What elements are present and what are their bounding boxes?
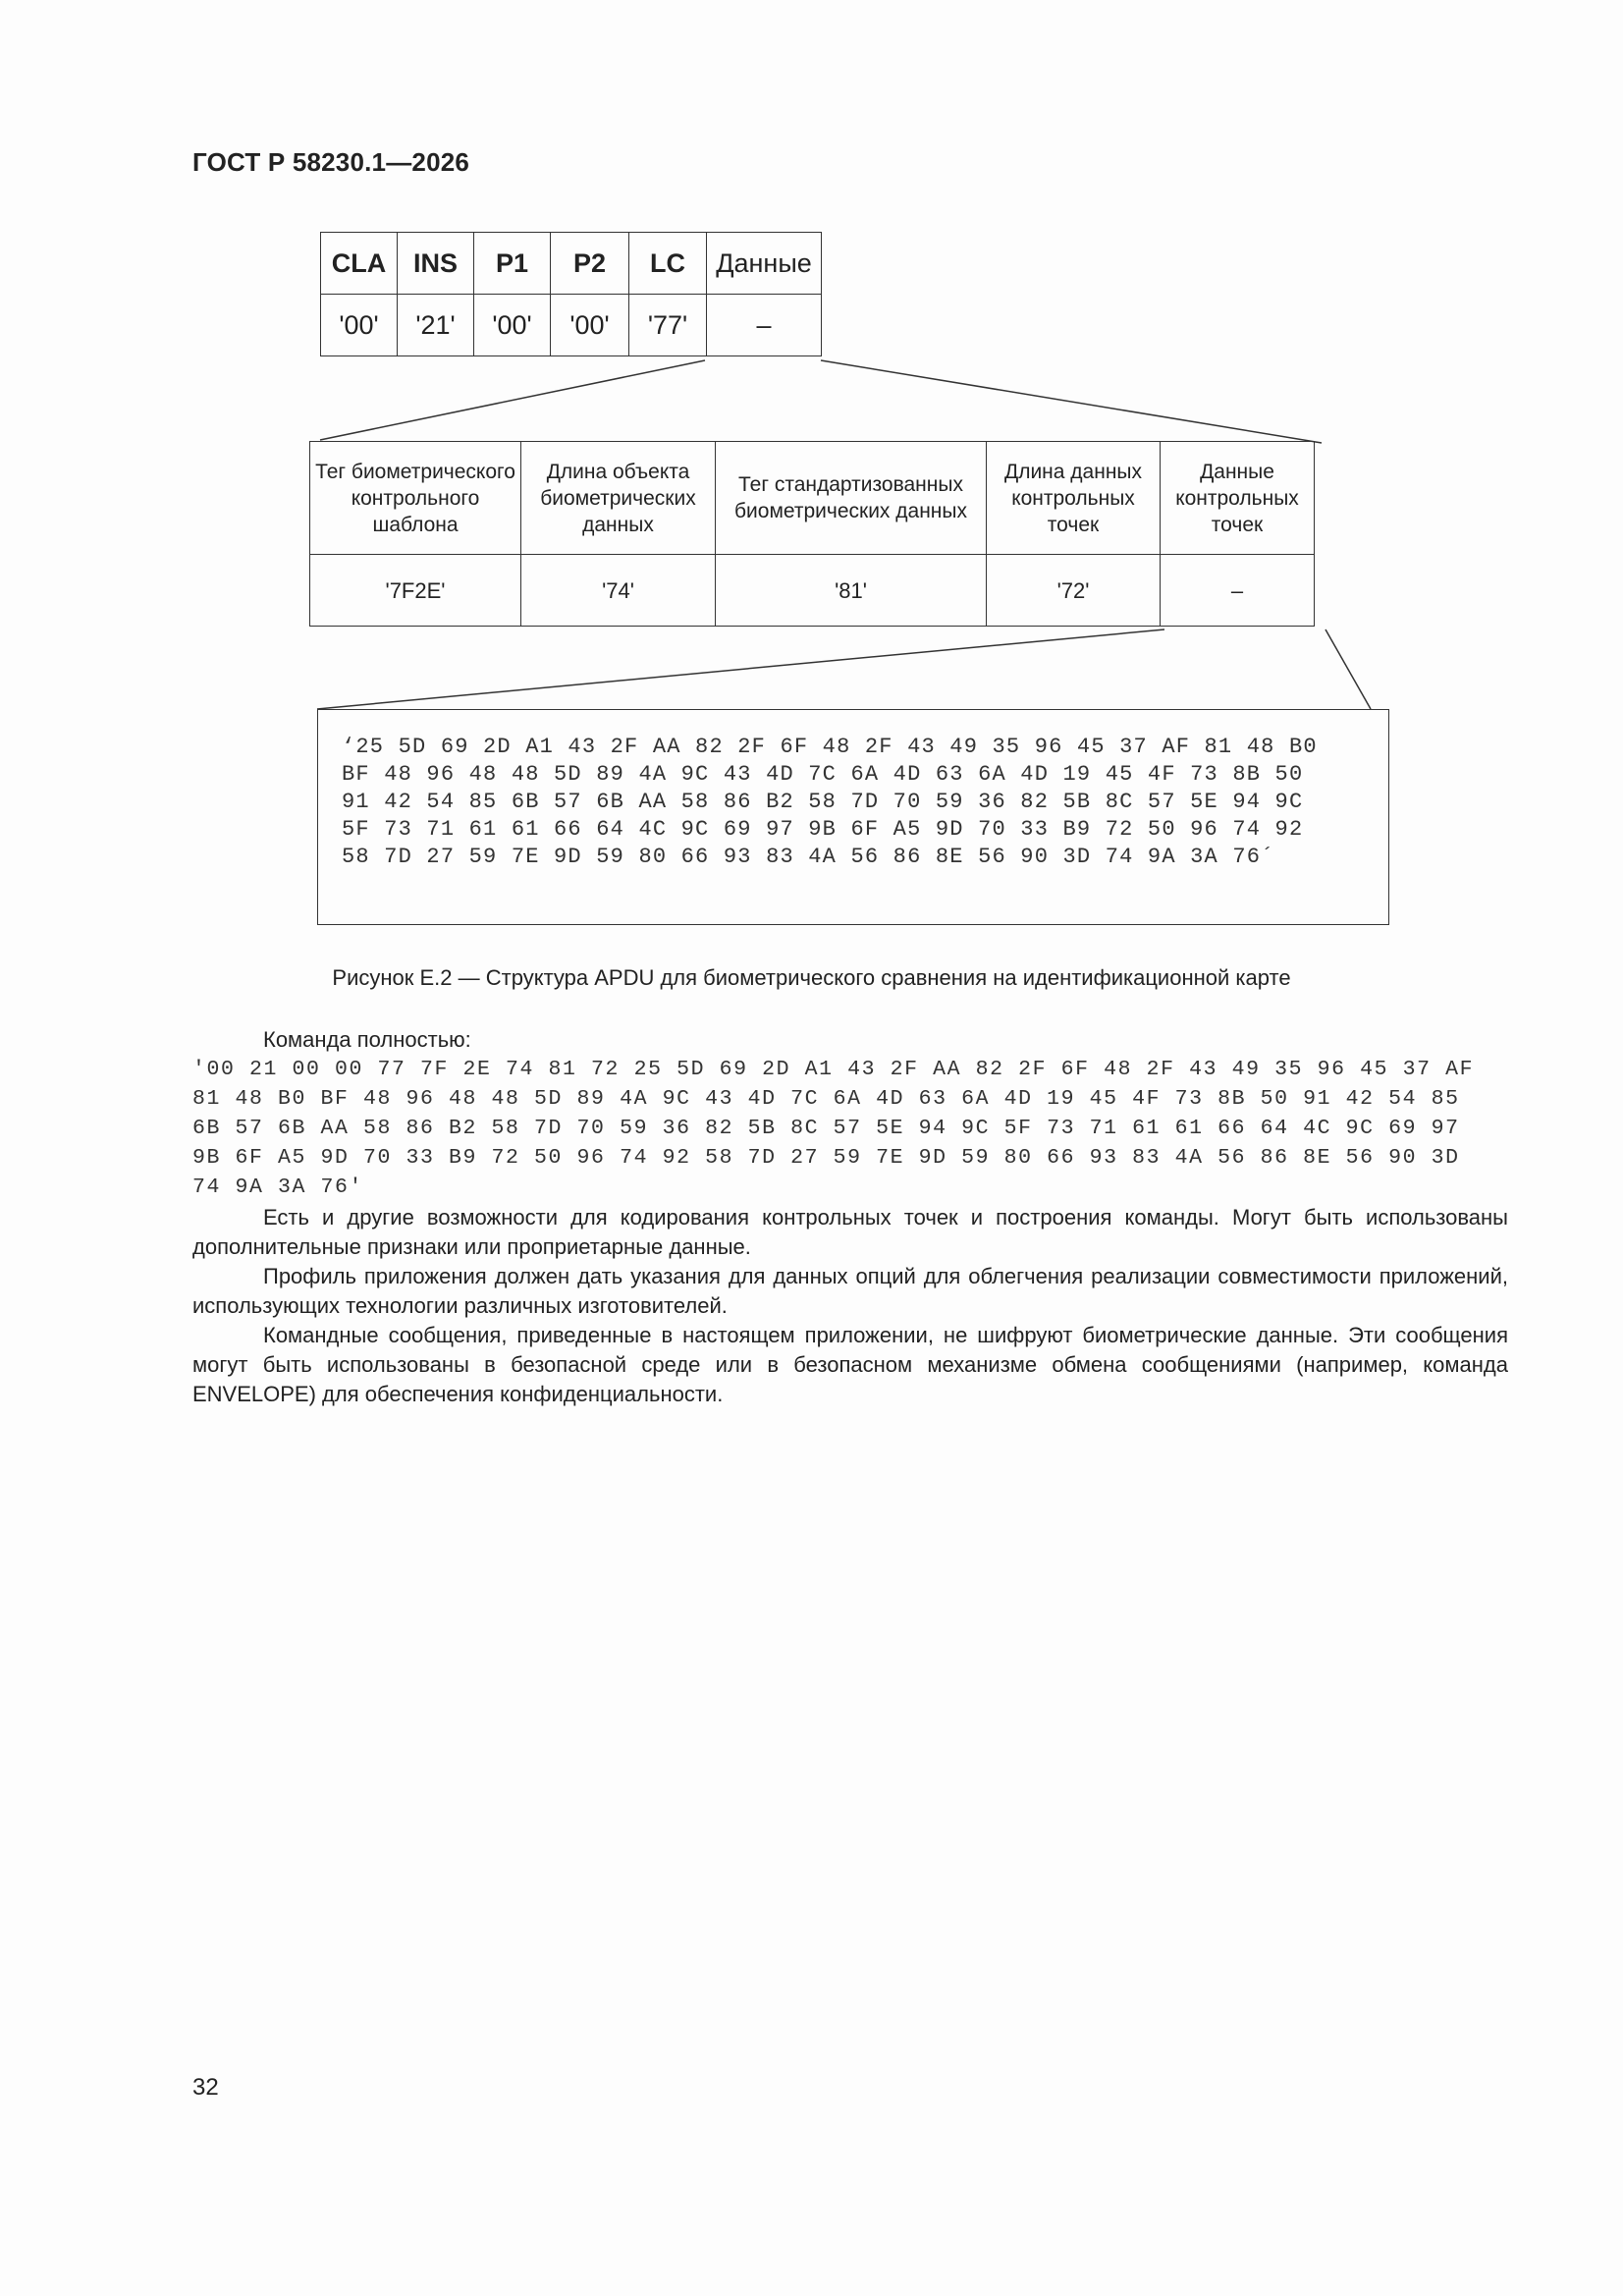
body-text	[192, 1203, 1508, 1409]
data-value-points-data: –	[1161, 555, 1315, 627]
data-header-standard-tag: Тег стандартизованных биометрических данных	[716, 442, 987, 555]
apdu-value-data: –	[707, 295, 822, 356]
apdu-value-ins: '21'	[398, 295, 474, 356]
command-line: 81 48 B0 BF 48 96 48 48 5D 89 4A 9C 43 4D 7C 6A 4D 63 6A 4D 19 45 4F 73 8B 50 91 42 54 85	[192, 1087, 1460, 1111]
apdu-header-lc: LC	[629, 233, 707, 295]
data-header-object-length: Длина объекта биометрических данных	[521, 442, 716, 555]
apdu-value-cla: '00'	[321, 295, 398, 356]
command-line: 9B 6F A5 9D 70 33 B9 72 50 96 74 92 58 7D 27 59 7E 9D 59 80 66 93 83 4A 56 86 8E 56 90 3D	[192, 1146, 1460, 1170]
apdu-value-lc: '77'	[629, 295, 707, 356]
data-value-object-length: '74'	[521, 555, 716, 627]
paragraph: Командные сообщения, приведенные в настоящем приложении, не шифруют биометрические данные. Эти сообщения могут быть использованы в безопасной среде или в безопасном механизме обмена сообщениями (например, команда ENVELOPE) для обеспечения конфиденциальности.	[192, 1323, 1508, 1406]
apdu-header-p1: P1	[474, 233, 551, 295]
data-header-points-data: Данные контрольных точек	[1161, 442, 1315, 555]
hex-line: 5F 73 71 61 61 66 64 4C 9C 69 97 9B 6F A5 9D 70 33 B9 72 50 96 74 92	[342, 817, 1304, 842]
apdu-header-cla: CLA	[321, 233, 398, 295]
apdu-value-p1: '00'	[474, 295, 551, 356]
apdu-header-table	[320, 232, 822, 356]
apdu-value-p2: '00'	[551, 295, 629, 356]
hex-line: ‘25 5D 69 2D A1 43 2F AA 82 2F 6F 48 2F 43 49 35 96 45 37 AF 81 48 B0	[342, 735, 1318, 759]
command-label: Команда полностью:	[263, 1027, 471, 1052]
command-line: 6B 57 6B AA 58 86 B2 58 7D 70 59 36 82 5B 8C 57 5E 94 9C 5F 73 71 61 61 66 64 4C 9C 69 97	[192, 1117, 1460, 1140]
apdu-header-data: Данные	[707, 233, 822, 295]
data-header-points-length: Длина данных контрольных точек	[987, 442, 1161, 555]
command-label-block	[192, 1025, 1508, 1055]
data-value-standard-tag: '81'	[716, 555, 987, 627]
apdu-header-ins: INS	[398, 233, 474, 295]
biometric-data-table	[309, 441, 1315, 627]
apdu-header-p2: P2	[551, 233, 629, 295]
data-value-points-length: '72'	[987, 555, 1161, 627]
command-line: 74 9A 3A 76'	[192, 1175, 364, 1199]
command-hex-block	[192, 1055, 1474, 1202]
data-header-template-tag: Тег биометрического контрольного шаблона	[310, 442, 521, 555]
data-value-template-tag: '7F2E'	[310, 555, 521, 627]
figure-caption: Рисунок Е.2 — Структура APDU для биометрического сравнения на идентификационной карте	[332, 965, 1291, 990]
hex-data-box	[317, 709, 1389, 925]
hex-line: 91 42 54 85 6B 57 6B AA 58 86 B2 58 7D 70 59 36 82 5B 8C 57 5E 94 9C	[342, 790, 1304, 814]
command-line: '00 21 00 00 77 7F 2E 74 81 72 25 5D 69 2D A1 43 2F AA 82 2F 6F 48 2F 43 49 35 96 45 37 AF	[192, 1058, 1475, 1081]
document-code: ГОСТ Р 58230.1—2026	[192, 147, 470, 177]
paragraph: Есть и другие возможности для кодирования контрольных точек и построения команды. Могут быть использованы дополнительные признаки или проприетарные данные.	[192, 1205, 1508, 1259]
hex-line: BF 48 96 48 48 5D 89 4A 9C 43 4D 7C 6A 4D 63 6A 4D 19 45 4F 73 8B 50	[342, 762, 1304, 787]
page-number: 32	[192, 2074, 219, 2101]
paragraph: Профиль приложения должен дать указания для данных опций для облегчения реализации совместимости приложений, использующих технологии различных изготовителей.	[192, 1264, 1508, 1318]
hex-line: 58 7D 27 59 7E 9D 59 80 66 93 83 4A 56 86 8E 56 90 3D 74 9A 3A 76´	[342, 845, 1275, 869]
